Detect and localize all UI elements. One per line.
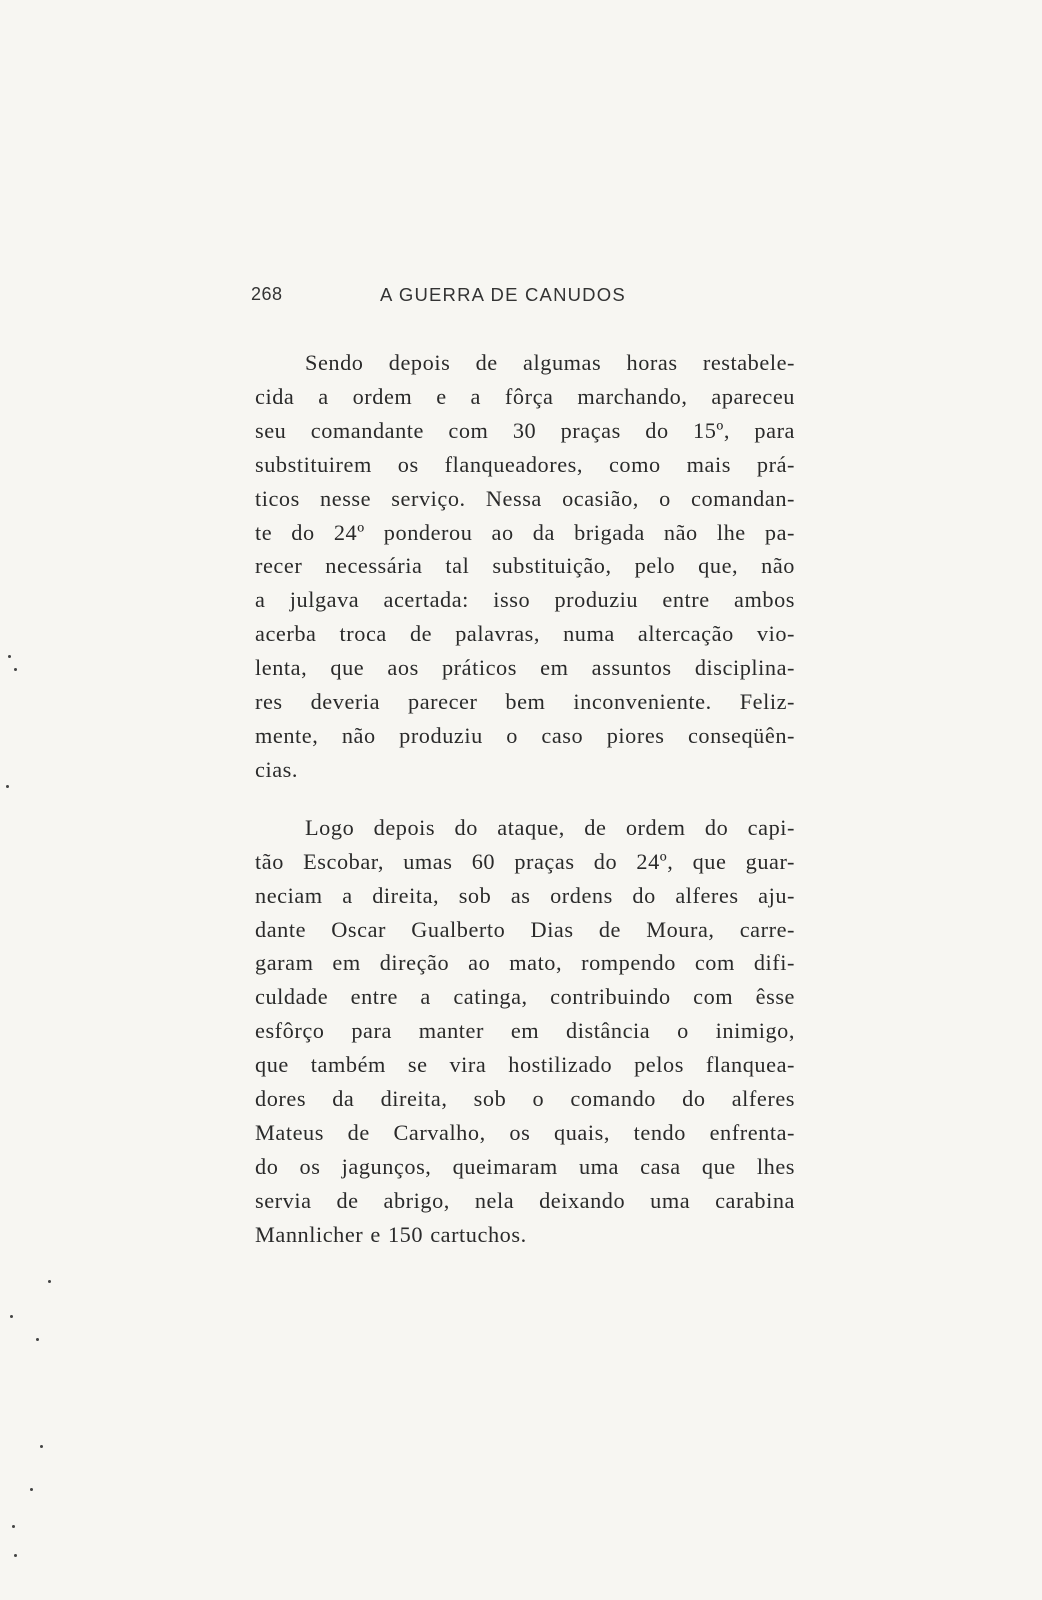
- text-line: substituirem os flanqueadores, como mais prá-: [255, 451, 795, 477]
- scan-speck: [30, 1488, 33, 1491]
- text-line: servia de abrigo, nela deixando uma carabina: [255, 1187, 795, 1213]
- scan-speck: [12, 1525, 15, 1528]
- scan-speck: [6, 785, 9, 788]
- text-line: acerba troca de palavras, numa altercação vio-: [255, 621, 795, 647]
- text-line: que também se vira hostilizado pelos flanquea-: [255, 1052, 795, 1078]
- text-line: dante Oscar Gualberto Dias de Moura, carre-: [255, 916, 795, 942]
- text-line: seu comandante com 30 praças do 15º, para: [255, 417, 795, 443]
- scan-speck: [10, 1315, 13, 1318]
- scan-speck: [48, 1280, 51, 1283]
- text-line: dores da direita, sob o comando do alferes: [255, 1086, 795, 1112]
- scan-speck: [14, 1554, 17, 1557]
- text-line: cias.: [255, 756, 298, 782]
- text-line: te do 24º ponderou ao da brigada não lhe pa-: [255, 519, 795, 545]
- text-line: recer necessária tal substituição, pelo que, não: [255, 553, 795, 579]
- text-line: Mateus de Carvalho, os quais, tendo enfrenta-: [255, 1119, 795, 1145]
- text-line: Mannlicher e 150 cartuchos.: [255, 1221, 527, 1247]
- text-line: esfôrço para manter em distância o inimigo,: [255, 1018, 795, 1044]
- text-line: Sendo depois de algumas horas restabele-: [305, 350, 795, 375]
- paragraph: [255, 346, 795, 787]
- text-line: ticos nesse serviço. Nessa ocasião, o comandan-: [255, 485, 795, 511]
- text-line: tão Escobar, umas 60 praças do 24º, que guar-: [255, 848, 795, 874]
- book-title: A GUERRA DE CANUDOS: [380, 284, 626, 305]
- running-head: [251, 284, 811, 314]
- scan-speck: [8, 655, 11, 658]
- text-line: cida a ordem e a fôrça marchando, apareceu: [255, 383, 795, 409]
- text-line: lenta, que aos práticos em assuntos disciplina-: [255, 655, 795, 681]
- scan-speck: [36, 1338, 39, 1341]
- text-line: culdade entre a catinga, contribuindo com êsse: [255, 984, 795, 1010]
- text-line: a julgava acertada: isso produziu entre ambos: [255, 587, 795, 613]
- text-line: Logo depois do ataque, de ordem do capi-: [305, 814, 795, 840]
- page-number: 268: [251, 284, 283, 304]
- text-line: neciam a direita, sob as ordens do alferes aju-: [255, 882, 795, 908]
- scan-speck: [40, 1445, 43, 1448]
- text-line: res deveria parecer bem inconveniente. Feliz-: [255, 689, 795, 715]
- text-line: garam em direção ao mato, rompendo com difi-: [255, 950, 795, 976]
- body-text: [255, 346, 795, 1252]
- scan-speck: [14, 668, 17, 671]
- text-line: do os jagunços, queimaram uma casa que lhes: [255, 1153, 795, 1179]
- text-line: mente, não produziu o caso piores conseqüên-: [255, 722, 795, 748]
- paragraph: [255, 811, 795, 1252]
